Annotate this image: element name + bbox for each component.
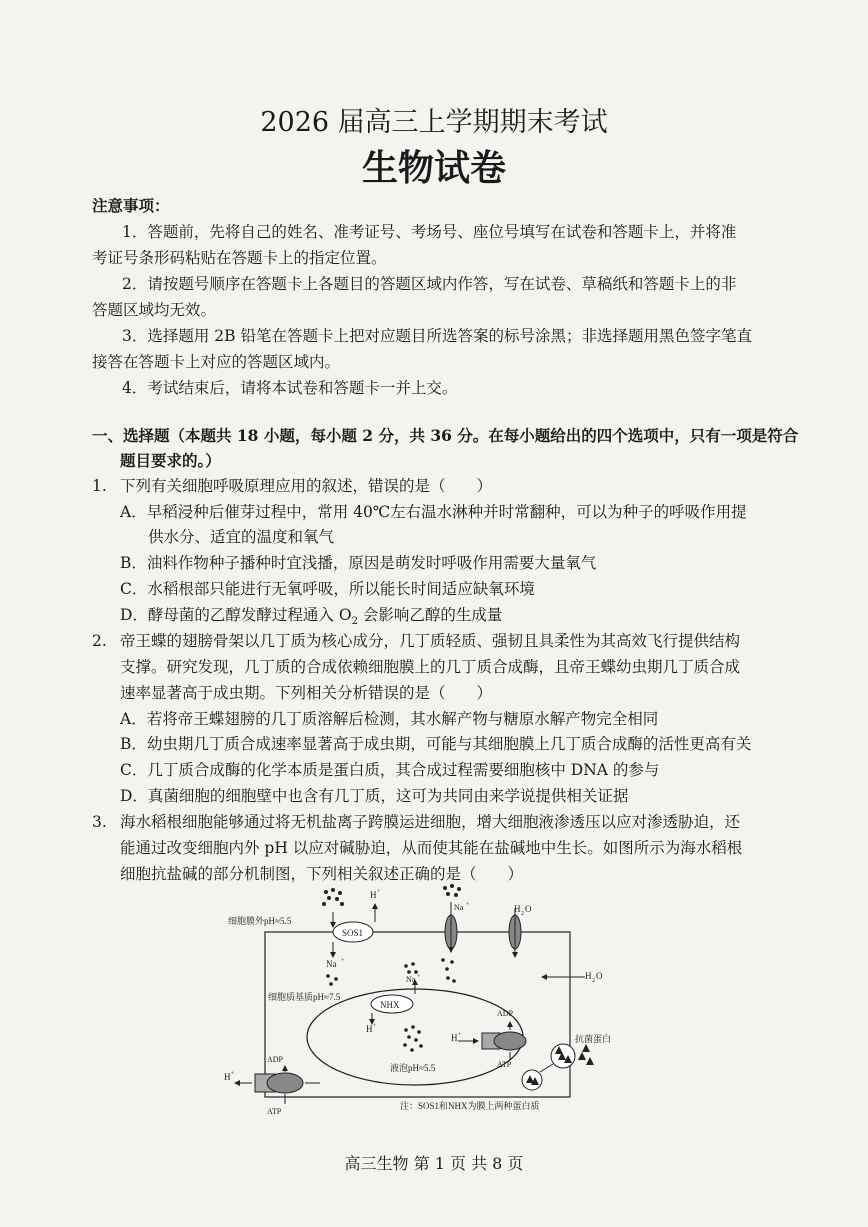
notes-line: 4．考试结束后，请将本试卷和答题卡一并上交。 (122, 379, 458, 397)
cell-mechanism-diagram (220, 882, 615, 1122)
outside-ph-label: 细胞膜外pH≈5.5 (228, 916, 292, 926)
notes-line: 考证号条形码粘贴在答题卡上的指定位置。 (92, 249, 387, 267)
svg-text:+: + (341, 958, 345, 964)
svg-text:O: O (525, 904, 532, 914)
notes-line: 接答在答题卡上对应的答题区域内。 (92, 353, 341, 371)
question-number: 2. (92, 632, 107, 650)
svg-text:H: H (585, 971, 592, 981)
svg-text:H: H (224, 1072, 231, 1082)
question-stem: 支撑。研究发现，几丁质的合成依赖细胞膜上的几丁质合成酶，且帝王蝶幼虫期几丁质合成 (120, 658, 741, 676)
notes-line: 答题区域均无效。 (92, 301, 217, 319)
svg-text:H: H (366, 1024, 373, 1034)
option-b: B．油料作物种子播种时宜浅播，原因是萌发时呼吸作用需要大量氧气 (120, 554, 597, 572)
svg-text:Na: Na (454, 903, 464, 912)
svg-text:ADP: ADP (497, 1009, 514, 1018)
svg-text:+: + (417, 974, 421, 980)
question-stem: 能通过改变细胞内外 pH 以应对碱胁迫，从而使其能在盐碱地中生长。如图所示为海水稻根 (120, 839, 743, 857)
option-b: B．幼虫期几丁质合成速率显著高于成虫期，可能与其细胞膜上几丁质合成酶的活性更高有关 (120, 735, 752, 753)
notes-line: 3．选择题用 2B 铅笔在答题卡上把对应题目所选答案的标号涂黑；非选择题用黑色签字笔直 (122, 327, 752, 345)
question-stem: 帝王蝶的翅膀骨架以几丁质为核心成分，几丁质轻质、强韧且具柔性为其高效飞行提供结构 (120, 632, 741, 650)
vacuole-dots (403, 1025, 423, 1052)
subject-title: 生物试卷 (361, 147, 506, 189)
svg-text:ADP: ADP (267, 1055, 284, 1064)
antibacterial-label: 抗菌蛋白 (575, 1034, 612, 1044)
question-stem: 速率显著高于成虫期。下列相关分析错误的是（ ） (120, 684, 493, 702)
svg-text:+: + (458, 1032, 462, 1038)
svg-text:2: 2 (521, 911, 524, 917)
svg-text:H: H (514, 904, 521, 914)
option-c: C．几丁质合成酶的化学本质是蛋白质，其合成过程需要细胞核中 DNA 的参与 (120, 761, 660, 779)
svg-text:+: + (466, 902, 470, 908)
option-a-cont: 供水分、适宜的温度和氧气 (148, 528, 335, 546)
nhx-label: NHX (380, 1000, 400, 1010)
membrane-proton-pump (267, 1073, 303, 1093)
na-ion-label: Na (326, 959, 337, 969)
page-footer: 高三生物 第 1 页 共 8 页 (344, 1154, 524, 1173)
figure-note: 注：SOS1和NHX为膜上两种蛋白质 (400, 1101, 540, 1111)
question-number: 1. (92, 477, 107, 495)
option-a: A．若将帝王蝶翅膀的几丁质溶解后检测，其水解产物与糖原水解产物完全相同 (120, 710, 659, 728)
vacuole-proton-pump (494, 1032, 526, 1050)
exam-title: 2026 届高三上学期期末考试 (260, 107, 608, 138)
question-stem: 下列有关细胞呼吸原理应用的叙述，错误的是（ ） (120, 477, 493, 495)
notes-line: 2．请按题号顺序在答题卡上各题目的答题区域内作答，写在试卷、草稿纸和答题卡上的非 (122, 275, 737, 293)
svg-text:+: + (231, 1071, 235, 1077)
svg-text:ATP: ATP (267, 1107, 282, 1116)
vacuole-ph-label: 液泡pH≈5.5 (390, 1063, 436, 1073)
option-d: D．酵母菌的乙醇发酵过程通入 $O_2$ 会影响乙醇的生成量 (120, 606, 503, 628)
option-d: D．真菌细胞的细胞壁中也含有几丁质，这可为共同由来学说提供相关证据 (120, 787, 629, 805)
svg-text:+: + (377, 889, 381, 895)
svg-text:ATP: ATP (497, 1060, 512, 1069)
svg-text:O: O (596, 971, 603, 981)
cytoplasm-ph-label: 细胞质基质pH≈7.5 (268, 992, 341, 1002)
section-heading-cont: 题目要求的。） (120, 451, 221, 470)
svg-text:H: H (451, 1033, 458, 1043)
svg-text:+: + (373, 1023, 377, 1029)
notes-line: 1．答题前，先将自己的姓名、准考证号、考场号、座位号填写在试卷和答题卡上，并将准 (122, 223, 737, 241)
option-a: A．早稻浸种后催芽过程中，常用 40℃左右温水淋种并时常翻种，可以为种子的呼吸作用提 (120, 503, 747, 521)
h-ion-label: H (370, 890, 377, 900)
question-stem: 细胞抗盐碱的部分机制图，下列相关叙述正确的是（ ） (120, 865, 524, 883)
question-stem: 海水稻根细胞能够通过将无机盐离子跨膜运进细胞，增大细胞液渗透压以应对渗透胁迫，还 (120, 813, 741, 831)
option-c: C．水稻根部只能进行无氧呼吸，所以能长时间适应缺氧环境 (120, 580, 535, 598)
section-heading: 一、选择题（本题共 18 小题，每小题 2 分，共 36 分。在每小题给出的四个选项中，只有一项是符合 (92, 426, 799, 445)
svg-text:2: 2 (592, 978, 595, 984)
question-number: 3. (92, 813, 107, 831)
notes-title: 注意事项： (92, 196, 170, 215)
svg-text:Na: Na (406, 975, 416, 984)
sos1-label: SOS1 (342, 928, 364, 938)
